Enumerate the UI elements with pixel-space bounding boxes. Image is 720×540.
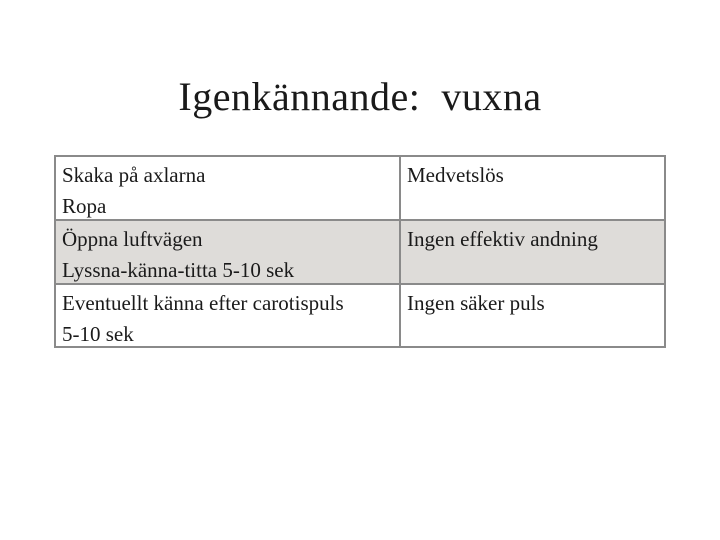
action-cell	[56, 221, 401, 283]
finding-cell	[401, 221, 664, 283]
recognition-table	[54, 155, 666, 348]
table-row	[56, 219, 664, 283]
table-row	[56, 157, 664, 219]
finding-text: Medvetslös	[407, 163, 504, 187]
finding-text: Ingen säker puls	[407, 291, 545, 315]
action-text: Skaka på axlarna	[62, 163, 206, 187]
finding-text: Ingen effektiv andning	[407, 227, 598, 251]
action-text: Ropa	[62, 194, 107, 218]
action-text: Lyssna-känna-titta 5-10 sek	[62, 258, 295, 282]
action-cell	[56, 157, 401, 219]
action-cell	[56, 285, 401, 346]
action-text: Öppna luftvägen	[62, 227, 203, 251]
slide-title: Igenkännande: vuxna	[178, 74, 542, 119]
action-text: 5-10 sek	[62, 322, 134, 346]
table-row	[56, 283, 664, 346]
action-text: Eventuellt känna efter carotispuls	[62, 291, 344, 315]
finding-cell	[401, 157, 664, 219]
finding-cell	[401, 285, 664, 346]
